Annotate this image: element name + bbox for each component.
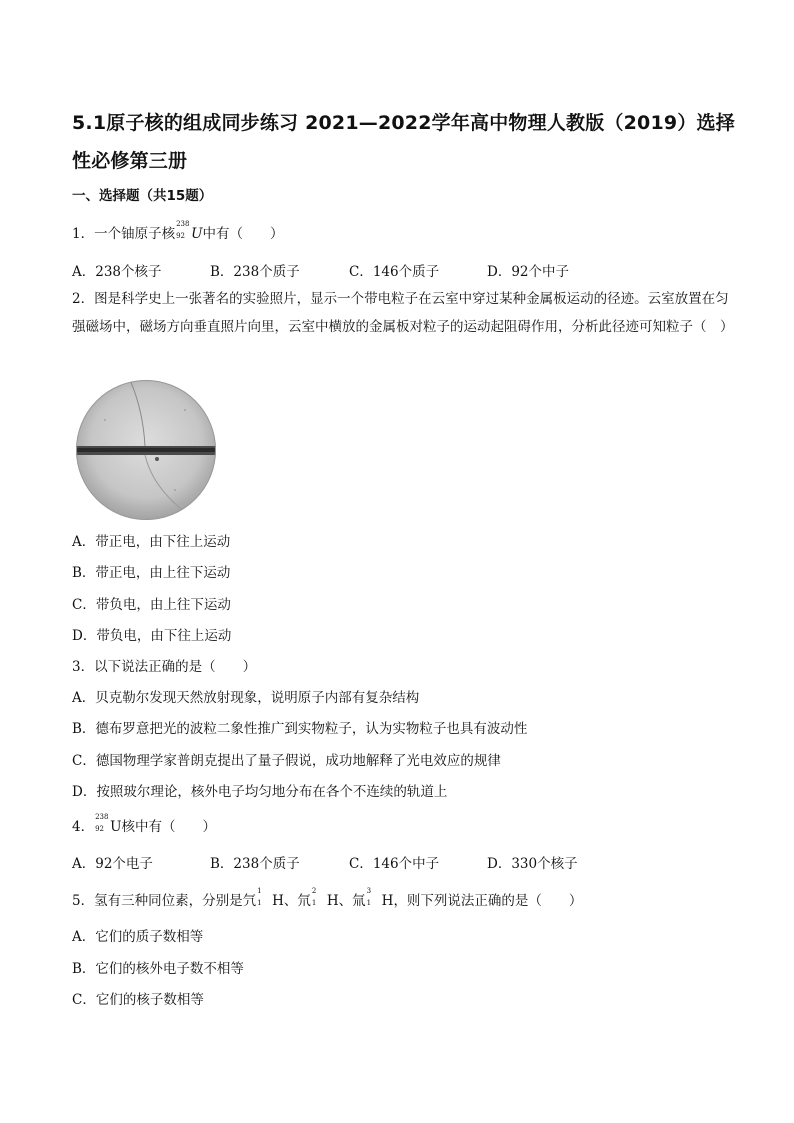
page-title: 5.1原子核的组成同步练习 2021—2022学年高中物理人教版（2019）选择性必修第三册 xyxy=(72,112,735,172)
question-4-stem-before: 4． xyxy=(72,819,95,835)
uranium-isotope-notation xyxy=(95,813,109,833)
question-4-option-b: B．238个质子 xyxy=(210,856,300,872)
question-1-option-a: A．238个核子 xyxy=(72,264,162,280)
question-5-separator-1: 、氘 xyxy=(283,893,311,909)
question-2-option-a: A．带正电，由下往上运动 xyxy=(72,534,231,550)
question-1-stem xyxy=(72,222,283,242)
isotope-symbol: H xyxy=(272,893,284,909)
isotope-mass-number: 2 xyxy=(311,887,317,895)
question-1-option-b: B．238个质子 xyxy=(210,264,300,280)
deuterium-isotope-notation xyxy=(311,887,326,907)
question-5-option-a: A．它们的质子数相等 xyxy=(72,929,204,945)
question-3-option-a: A．贝克勒尔发现天然放射现象，说明原子内部有复杂结构 xyxy=(72,690,420,706)
tritium-isotope-notation xyxy=(366,887,381,907)
question-4-option-a: A．92个电子 xyxy=(72,856,153,872)
isotope-atomic-number: 1 xyxy=(366,899,372,907)
question-3-option-c: C．德国物理学家普朗克提出了量子假说，成功地解释了光电效应的规律 xyxy=(72,753,501,769)
isotope-atomic-number: 92 xyxy=(176,232,186,240)
question-2-option-c: C．带负电，由上往下运动 xyxy=(72,597,231,613)
question-5-option-c: C．它们的核子数相等 xyxy=(72,992,204,1008)
question-3-option-d: D．按照玻尔理论，核外电子均匀地分布在各个不连续的轨道上 xyxy=(72,784,448,800)
isotope-symbol: U xyxy=(191,226,203,242)
isotope-atomic-number: 92 xyxy=(95,825,105,833)
uranium-isotope-notation xyxy=(176,220,190,240)
question-1-stem-after: 中有（ ） xyxy=(202,226,284,242)
question-4-stem-after: 核中有（ ） xyxy=(121,819,216,835)
question-5-stem xyxy=(72,889,582,909)
question-5-stem-before: 5．氢有三种同位素，分别是氕 xyxy=(72,893,257,909)
isotope-symbol: H xyxy=(326,893,339,909)
cloud-chamber-photo xyxy=(75,380,217,520)
question-1-option-c: C．146个质子 xyxy=(349,264,440,280)
question-2-option-d: D．带负电，由下往上运动 xyxy=(72,628,232,644)
protium-isotope-notation xyxy=(257,887,271,907)
question-5-option-b: B．它们的核外电子数不相等 xyxy=(72,961,244,977)
question-2-option-b: B．带正电，由上往下运动 xyxy=(72,565,231,581)
section-heading: 一、选择题（共15题） xyxy=(72,188,213,204)
question-4-stem xyxy=(72,815,216,835)
question-5-stem-after: ，则下列说法正确的是（ ） xyxy=(393,893,583,909)
question-3-option-b: B．德布罗意把光的波粒二象性推广到实物粒子，认为实物粒子也具有波动性 xyxy=(72,721,528,737)
question-1-stem-before: 1．一个铀原子核 xyxy=(72,226,176,242)
isotope-mass-number: 3 xyxy=(366,887,372,895)
isotope-mass-number: 238 xyxy=(176,220,190,228)
question-1-option-d: D．92个中子 xyxy=(487,264,570,280)
isotope-mass-number: 1 xyxy=(257,887,262,895)
question-4-option-d: D．330个核子 xyxy=(487,856,578,872)
question-5-separator-2: 、氚 xyxy=(338,893,366,909)
question-3-stem: 3．以下说法正确的是（ ） xyxy=(72,659,257,675)
isotope-atomic-number: 1 xyxy=(257,899,262,907)
question-4-option-c: C．146个中子 xyxy=(349,856,440,872)
isotope-symbol: H xyxy=(381,893,394,909)
isotope-symbol: U xyxy=(110,819,122,835)
isotope-atomic-number: 1 xyxy=(311,899,317,907)
question-2-stem: 2．图是科学史上一张著名的实验照片，显示一个带电粒子在云室中穿过某种金属板运动的径迹。云室放置在匀强磁场中，磁场方向垂直照片向里，云室中横放的金属板对粒子的运动起阻碍作用，分析此径迹可知粒子（ ） xyxy=(72,291,734,335)
isotope-mass-number: 238 xyxy=(95,813,109,821)
